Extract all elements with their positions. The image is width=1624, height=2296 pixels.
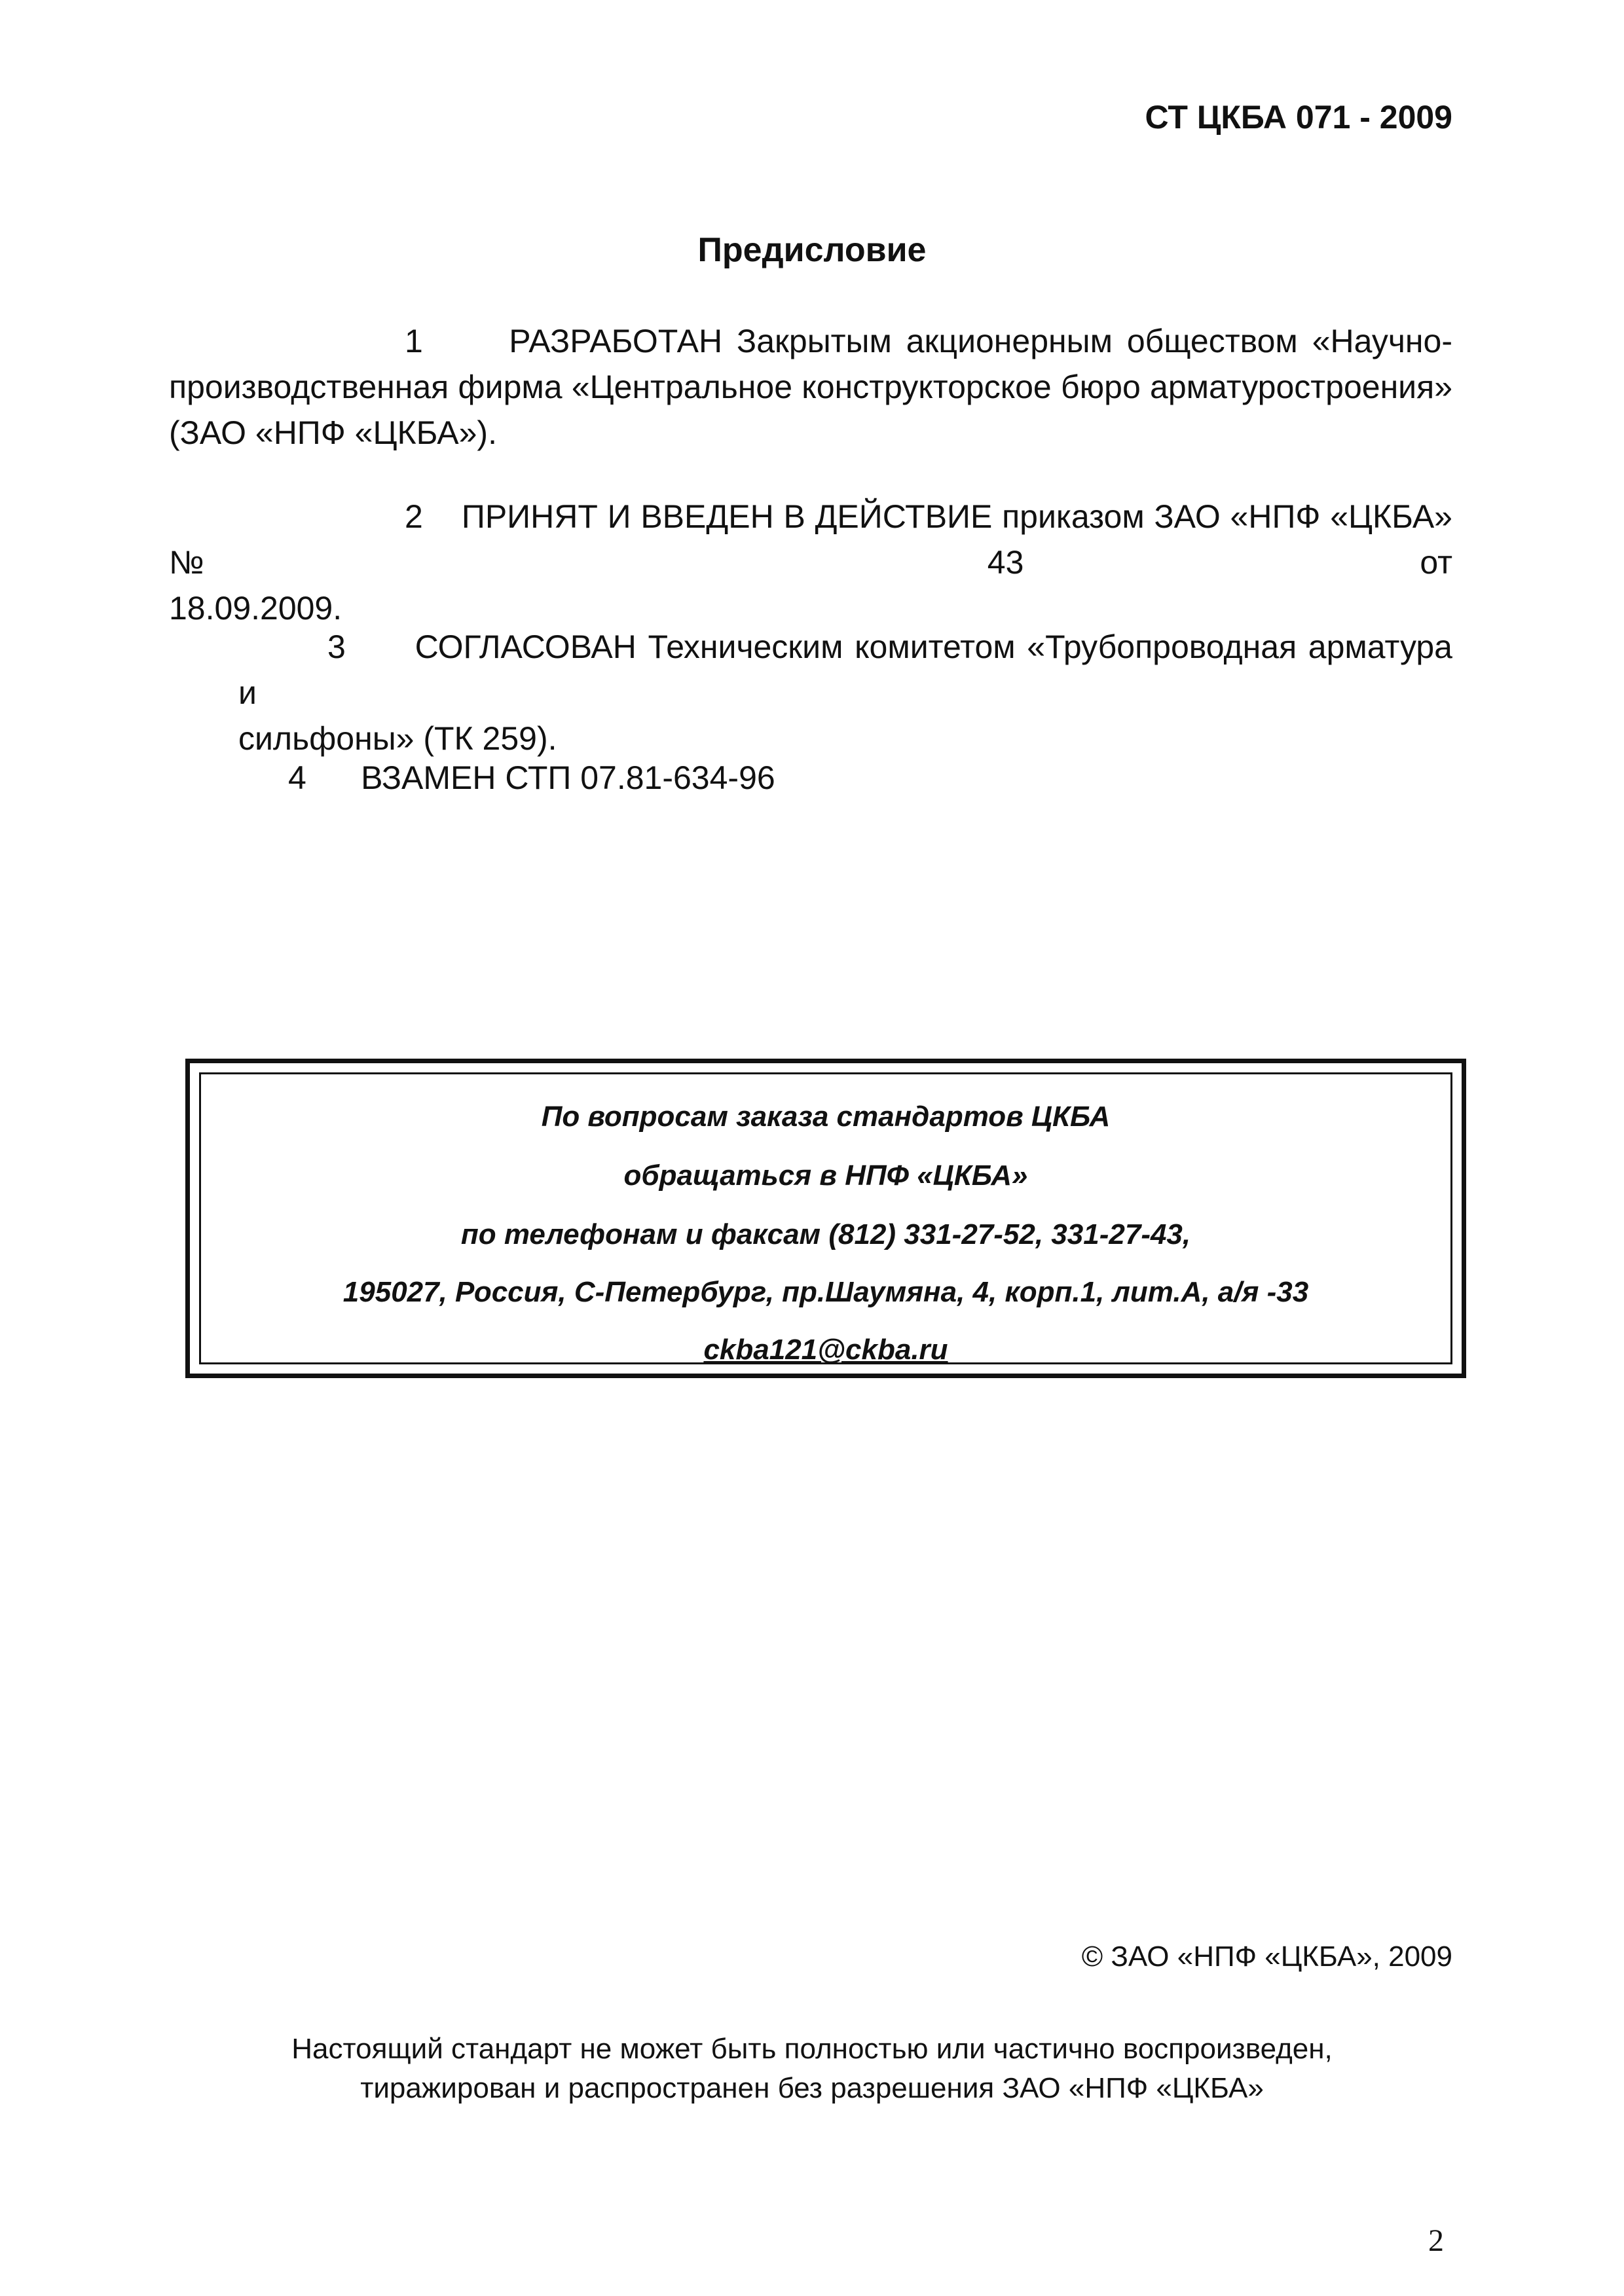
- preface-item-1-line-1: [169, 318, 1452, 364]
- preface-item-2-line-1: [169, 494, 1452, 585]
- reproduction-notice: [0, 2030, 1624, 2108]
- copyright: © ЗАО «НПФ «ЦКБА», 2009: [1081, 1941, 1452, 1973]
- preface-item-4-text: ВЗАМЕН СТП 07.81-634-96: [361, 759, 775, 796]
- contact-box: [185, 1059, 1466, 1378]
- contact-line-address-to: обращаться в НПФ «ЦКБА»: [623, 1159, 1028, 1192]
- preface-item-3-line-1: [238, 624, 1452, 716]
- preface-item-1-number: 1: [405, 323, 423, 359]
- contact-box-inner-frame: [199, 1072, 1452, 1364]
- preface-item-4: [288, 755, 1401, 801]
- preface-item-3-line-2: сильфоны» (ТК 259).: [238, 720, 557, 757]
- preface-item-1-line-3: (ЗАО «НПФ «ЦКБА»).: [169, 414, 497, 451]
- preface-item-2: [169, 494, 1452, 631]
- preface-item-4-number: 4: [288, 759, 306, 796]
- preface-item-1-line-2: производственная фирма «Центральное конструкторское бюро арматуростроения»: [169, 369, 1452, 405]
- contact-email-link[interactable]: ckba121@ckba.ru: [703, 1334, 948, 1366]
- preface-item-3-number: 3: [327, 629, 346, 665]
- contact-line-phones: по телефонам и факсам (812) 331-27-52, 331-27-43,: [460, 1218, 1191, 1250]
- preface-item-3: [238, 624, 1452, 761]
- preface-item-2-line-2: 18.09.2009.: [169, 590, 342, 627]
- contact-line-email-row: [201, 1334, 1450, 1366]
- preface-title: Предисловие: [697, 231, 927, 269]
- notice-line-1: Настоящий стандарт не может быть полностью или частично воспроизведен,: [291, 2033, 1333, 2065]
- preface-item-3-text-1: СОГЛАСОВАН Техническим комитетом «Трубопроводная арматура и: [238, 629, 1452, 711]
- document-code: СТ ЦКБА 071 - 2009: [1145, 99, 1452, 136]
- notice-line-2: тиражирован и распространен без разрешения ЗАО «НПФ «ЦКБА»: [360, 2072, 1264, 2104]
- preface-item-2-number: 2: [405, 498, 423, 535]
- preface-item-1: [169, 318, 1452, 456]
- contact-line-postal-address: 195027, Россия, С-Петербург, пр.Шаумяна, 4, корп.1, лит.А, а/я -33: [342, 1276, 1309, 1308]
- page-number: 2: [1428, 2223, 1444, 2258]
- preface-item-2-text-1: ПРИНЯТ И ВВЕДЕН В ДЕЙСТВИЕ приказом ЗАО «НПФ «ЦКБА» № 43 от: [169, 498, 1452, 581]
- contact-line-orders: По вопросам заказа стандартов ЦКБА: [541, 1101, 1111, 1133]
- preface-item-1-text-1: РАЗРАБОТАН Закрытым акционерным обществом «Научно-: [509, 323, 1452, 359]
